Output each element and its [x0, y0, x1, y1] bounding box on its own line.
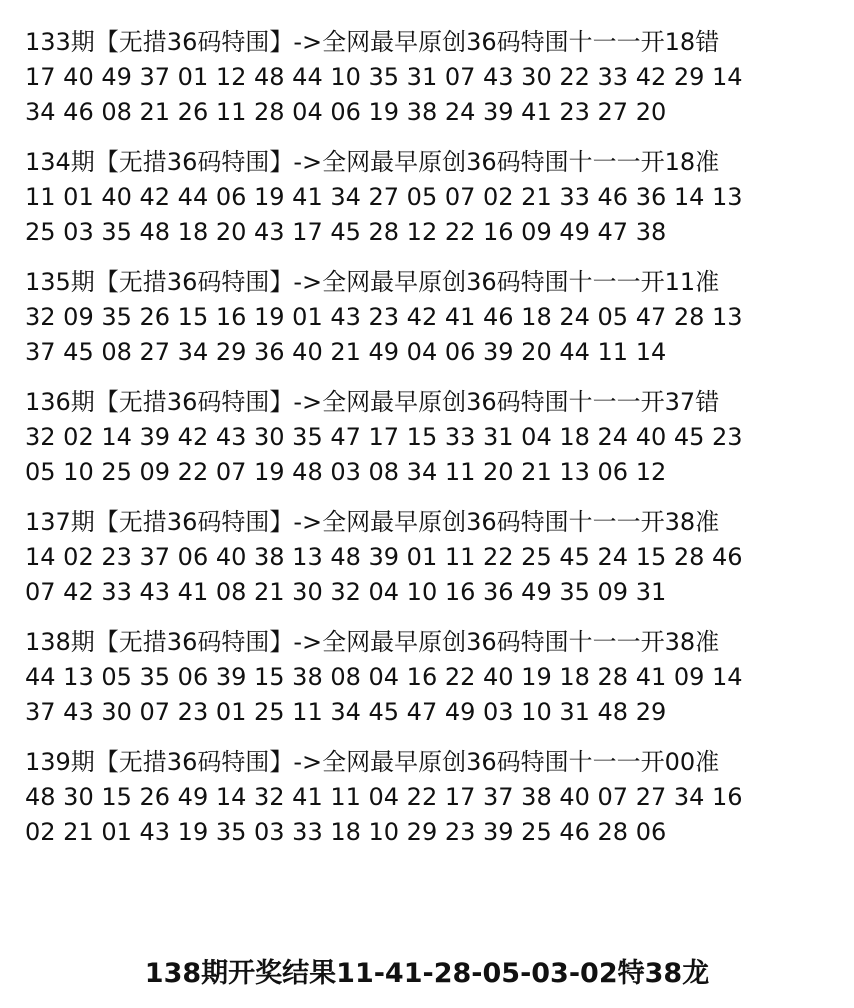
number-row: 17 40 49 37 01 12 48 44 10 35 31 07 43 30 22 33 42 29 14 — [25, 63, 743, 91]
number-row: 07 42 33 43 41 08 21 30 32 04 10 16 36 49 35 09 31 — [25, 578, 667, 606]
record-header: 134期【无措36码特围】->全网最早原创36码特围十一一开18准 — [25, 148, 720, 176]
record-139 — [25, 745, 835, 865]
record-136 — [25, 385, 835, 505]
record-134 — [25, 145, 835, 265]
record-135 — [25, 265, 835, 385]
record-header: 135期【无措36码特围】->全网最早原创36码特围十一一开11准 — [25, 268, 720, 296]
draw-result: 138期开奖结果11-41-28-05-03-02特38龙 — [144, 958, 710, 989]
number-row: 14 02 23 37 06 40 38 13 48 39 01 11 22 25 45 24 15 28 46 — [25, 543, 743, 571]
record-133 — [25, 25, 835, 145]
number-row: 34 46 08 21 26 11 28 04 06 19 38 24 39 41 23 27 20 — [25, 98, 667, 126]
number-row: 25 03 35 48 18 20 43 17 45 28 12 22 16 09 49 47 38 — [25, 218, 667, 246]
number-row: 44 13 05 35 06 39 15 38 08 04 16 22 40 19 18 28 41 09 14 — [25, 663, 743, 691]
number-row: 37 45 08 27 34 29 36 40 21 49 04 06 39 20 44 11 14 — [25, 338, 667, 366]
record-header: 137期【无措36码特围】->全网最早原创36码特围十一一开38准 — [25, 508, 720, 536]
record-header: 139期【无措36码特围】->全网最早原创36码特围十一一开00准 — [25, 748, 720, 776]
number-row: 02 21 01 43 19 35 03 33 18 10 29 23 39 25 46 28 06 — [25, 818, 667, 846]
record-137 — [25, 505, 835, 625]
record-header: 133期【无措36码特围】->全网最早原创36码特围十一一开18错 — [25, 28, 720, 56]
number-row: 32 02 14 39 42 43 30 35 47 17 15 33 31 04 18 24 40 45 23 — [25, 423, 743, 451]
number-row: 32 09 35 26 15 16 19 01 43 23 42 41 46 18 24 05 47 28 13 — [25, 303, 743, 331]
record-header: 136期【无措36码特围】->全网最早原创36码特围十一一开37错 — [25, 388, 720, 416]
number-row: 05 10 25 09 22 07 19 48 03 08 34 11 20 21 13 06 12 — [25, 458, 667, 486]
number-row: 48 30 15 26 49 14 32 41 11 04 22 17 37 38 40 07 27 34 16 — [25, 783, 743, 811]
record-138 — [25, 625, 835, 745]
record-list — [25, 25, 835, 865]
record-header: 138期【无措36码特围】->全网最早原创36码特围十一一开38准 — [25, 628, 720, 656]
number-row: 37 43 30 07 23 01 25 11 34 45 47 49 03 10 31 48 29 — [25, 698, 667, 726]
number-row: 11 01 40 42 44 06 19 41 34 27 05 07 02 21 33 46 36 14 13 — [25, 183, 743, 211]
